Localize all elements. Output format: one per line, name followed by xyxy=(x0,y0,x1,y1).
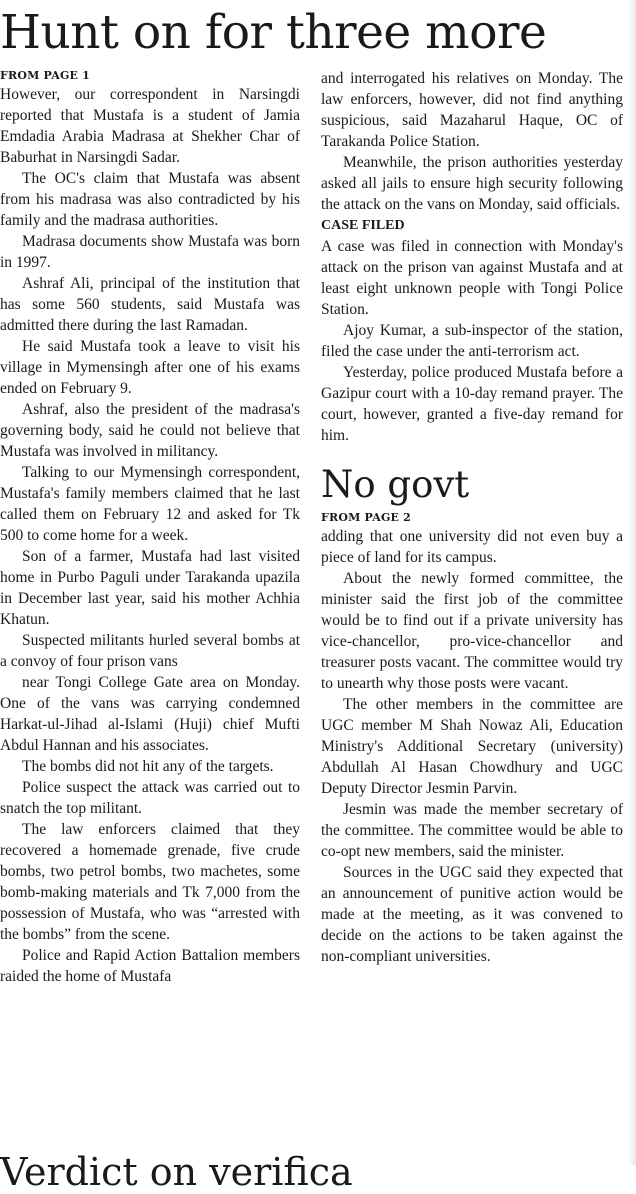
paragraph: A case was filed in connection with Monday's attack on the prison van against Mustafa and at least eight unknown people with Tongi Police Station. xyxy=(321,238,623,318)
paragraph: Son of a farmer, Mustafa had last visited home in Purbo Paguli under Tarakanda upazila in December last year, said his mother Achhia Khatun. xyxy=(0,548,300,628)
story-headline: Hunt on for three more xyxy=(0,5,547,60)
paragraph: Ajoy Kumar, a sub-inspector of the station, filed the case under the anti-terrorism act. xyxy=(321,322,623,360)
right-column xyxy=(321,68,623,1165)
paragraph: Suspected militants hurled several bombs at a convoy of four prison vans xyxy=(0,632,300,670)
paragraph: The OC's claim that Mustafa was absent from his madrasa was also contradicted by his family and the madrasa authorities. xyxy=(0,170,300,229)
paragraph: Police and Rapid Action Battalion members raided the home of Mustafa xyxy=(0,947,300,985)
next-headline-fragment xyxy=(0,1150,353,1194)
second-story-headline: No govt xyxy=(321,463,470,506)
paragraph: and interrogated his relatives on Monday. The law enforcers, however, did not find anything suspicious, said Mazaharul Haque, OC of Tarakanda Police Station. xyxy=(321,70,623,150)
paragraph: Meanwhile, the prison authorities yesterday asked all jails to ensure high security following the attack on the vans on Monday, said officials. xyxy=(321,154,623,213)
next-headline-text: Verdict on verifica xyxy=(0,1150,353,1194)
paragraph: Jesmin was made the member secretary of the committee. The committee would be able to co-opt new members, said the minister. xyxy=(321,801,623,860)
paragraph: adding that one university did not even buy a piece of land for its campus. xyxy=(321,528,623,566)
case-filed-subhead: CASE FILED xyxy=(321,218,405,233)
left-column xyxy=(0,68,300,1165)
paragraph: However, our correspondent in Narsingdi reported that Mustafa is a student of Jamia Emdadia Arabia Madrasa at Shekher Char of Baburhat in Narsingdi Sadar. xyxy=(0,86,300,166)
page-edge-shadow xyxy=(628,0,636,1165)
paragraph: Ashraf Ali, principal of the institution that has some 560 students, said Mustafa was admitted there during the last Ramadan. xyxy=(0,275,300,334)
paragraph: The other members in the committee are UGC member M Shah Nowaz Ali, Education Ministry's Additional Secretary (university) Abdullah Al Hasan Chowdhury and UGC Deputy Director Jesmin Parvin. xyxy=(321,696,623,797)
second-story-dateline: FROM PAGE 2 xyxy=(321,511,412,524)
paragraph: About the newly formed committee, the minister said the first job of the committee would be to find out if a private university has vice-chancellor, pro-vice-chancellor and treasurer posts vacant. The committee would try to unearth why those posts were vacant. xyxy=(321,570,623,692)
paragraph: Yesterday, police produced Mustafa before a Gazipur court with a 10-day remand prayer. The court, however, granted a five-day remand for him. xyxy=(321,364,623,444)
paragraph: The bombs did not hit any of the targets. xyxy=(22,758,274,775)
paragraph: Sources in the UGC said they expected that an announcement of punitive action would be made at the meeting, as it was convened to decide on the actions to be taken against the non-compliant universities. xyxy=(321,864,623,965)
paragraph: near Tongi College Gate area on Monday. One of the vans was carrying condemned Harkat-ul-Jihad al-Islami (Huji) chief Mufti Abdul Hannan and his associates. xyxy=(0,674,300,754)
paragraph: Police suspect the attack was carried out to snatch the top militant. xyxy=(0,779,300,817)
paragraph: The law enforcers claimed that they recovered a homemade grenade, five crude bombs, two petrol bombs, two machetes, some bomb-making materials and Tk 7,000 from the possession of Mustafa, who was “arrested with the bombs” from the scene. xyxy=(0,821,300,943)
paragraph: Talking to our Mymensingh correspondent, Mustafa's family members claimed that he last called them on February 12 and asked for Tk 500 to come home for a week. xyxy=(0,464,300,544)
story-dateline: FROM PAGE 1 xyxy=(0,69,91,82)
paragraph: He said Mustafa took a leave to visit his village in Mymensingh after one of his exams ended on February 9. xyxy=(0,338,300,397)
paragraph: Ashraf, also the president of the madrasa's governing body, said he could not believe that Mustafa was involved in militancy. xyxy=(0,401,300,460)
paragraph: Madrasa documents show Mustafa was born in 1997. xyxy=(0,233,300,271)
